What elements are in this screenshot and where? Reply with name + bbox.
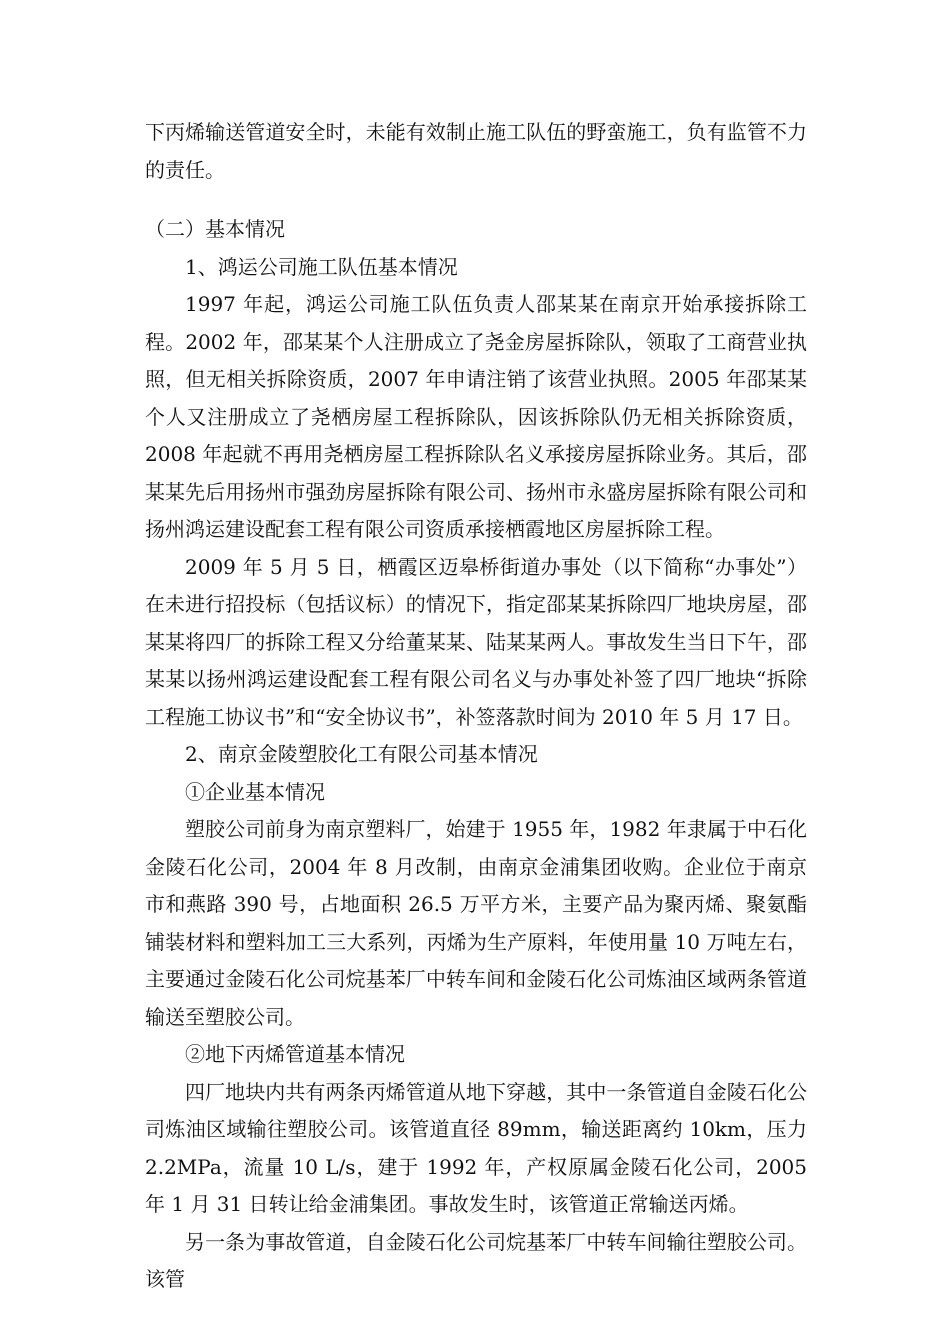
paragraph-pipeline-accident: 另一条为事故管道，自金陵石化公司烷基苯厂中转车间输往塑胶公司。该管	[145, 1229, 807, 1291]
subheading-jinling-plastics: 2、南京金陵塑胶化工有限公司基本情况	[185, 742, 538, 766]
paragraph-2009-assignment: 2009 年 5 月 5 日，栖霞区迈皋桥街道办事处（以下简称“办事处”）在未进行招投标（包括议标）的情况下，指定邵某某拆除四厂地块房屋，邵某某将四厂的拆除工程又分给董某某、陆某某两人。事故发生当日下午，邵某某以扬州鸿运建设配套工程有限公司名义与办事处补签了四厂地块“拆除工程施工协议书”和“安全协议书”，补签落款时间为 2010 年 5 月 17 日。	[145, 554, 807, 729]
paragraph-1997-history: 1997 年起，鸿运公司施工队伍负责人邵某某在南京开始承接拆除工程。2002 年，邵某某个人注册成立了尧金房屋拆除队，领取了工商营业执照，但无相关拆除资质，2007 年申请注销了该营业执照。2005 年邵某某个人又注册成立了尧栖房屋工程拆除队，因该拆除队仍无相关拆除资质，2008 年起就不再用尧栖房屋工程拆除队名义承接房屋拆除业务。其后，邵某某先后用扬州市强劲房屋拆除有限公司、扬州市永盛房屋拆除有限公司和扬州鸿运建设配套工程有限公司资质承接栖霞地区房屋拆除工程。	[145, 292, 807, 541]
paragraph-pipeline-first: 四厂地块内共有两条丙烯管道从地下穿越，其中一条管道自金陵石化公司炼油区域输往塑胶公司。该管道直径 89mm，输送距离约 10km，压力 2.2MPa，流量 10 L/s，建于 1992 年，产权原属金陵石化公司，2005 年 1 月 31 日转让给金浦集团。事故发生时，该管道正常输送丙烯。	[145, 1079, 807, 1216]
subheading-pipeline-info: ②地下丙烯管道基本情况	[185, 1042, 405, 1066]
section-heading-basic-info: （二）基本情况	[145, 217, 285, 241]
subheading-enterprise-info: ①企业基本情况	[185, 779, 325, 804]
document-body	[145, 114, 807, 1299]
continuation-paragraph: 下丙烯输送管道安全时，未能有效制止施工队伍的野蛮施工，负有监管不力的责任。	[145, 120, 807, 182]
paragraph-plastics-company: 塑胶公司前身为南京塑料厂，始建于 1955 年，1982 年隶属于中石化金陵石化公司，2004 年 8 月改制，由南京金浦集团收购。企业位于南京市和燕路 390 号，占地面积 26.5 万平方米，主要产品为聚丙烯、聚氨酯铺装材料和塑料加工三大系列，丙烯为生产原料，年使用量 10 万吨左右，主要通过金陵石化公司烷基苯厂中转车间和金陵石化公司炼油区域两条管道输送至塑胶公司。	[145, 817, 807, 1029]
subheading-hongyun-team: 1、鸿运公司施工队伍基本情况	[185, 254, 458, 279]
